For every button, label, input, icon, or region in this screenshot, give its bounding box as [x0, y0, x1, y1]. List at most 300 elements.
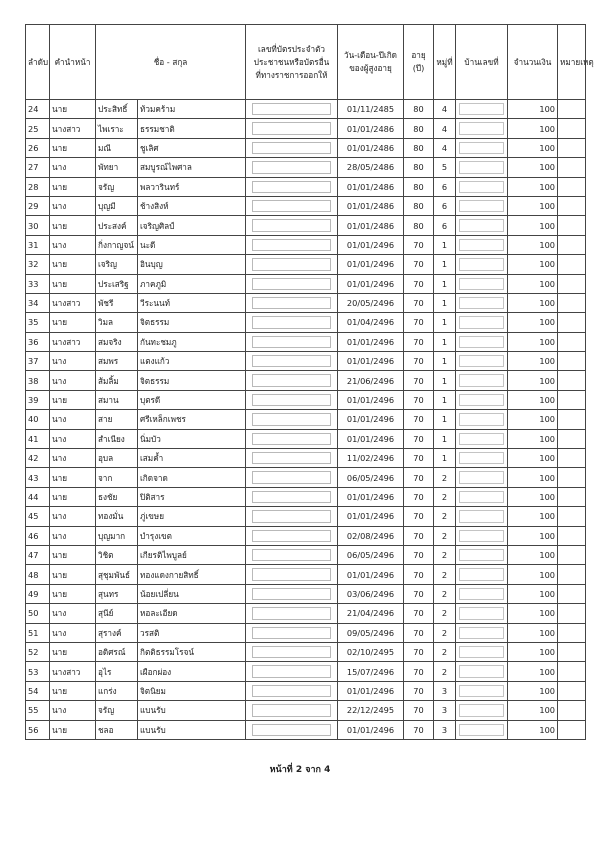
- redacted-box: [459, 394, 504, 406]
- birth-date: 20/05/2496: [338, 293, 404, 312]
- house-no-cell: [456, 642, 508, 661]
- id-card-cell: [246, 701, 338, 720]
- remark-cell: [558, 158, 586, 177]
- birth-date: 11/02/2496: [338, 449, 404, 468]
- redacted-box: [459, 142, 504, 154]
- table-row: [26, 526, 586, 545]
- redacted-box: [459, 239, 504, 251]
- amount: 100: [508, 487, 558, 506]
- village-no: 4: [434, 119, 456, 138]
- id-card-cell: [246, 352, 338, 371]
- village-no: 6: [434, 216, 456, 235]
- age: 70: [404, 352, 434, 371]
- last-name: พลวารินทร์: [138, 177, 246, 196]
- last-name: ปิติสาร: [138, 487, 246, 506]
- redacted-box: [459, 258, 504, 270]
- birth-date: 21/04/2496: [338, 604, 404, 623]
- row-number: 54: [26, 681, 50, 700]
- amount: 100: [508, 332, 558, 351]
- row-number: 36: [26, 332, 50, 351]
- redacted-box: [252, 316, 331, 328]
- table-row: [26, 507, 586, 526]
- name-prefix: นาง: [50, 410, 96, 429]
- row-number: 47: [26, 545, 50, 564]
- age: 70: [404, 526, 434, 545]
- table-row: [26, 681, 586, 700]
- amount: 100: [508, 177, 558, 196]
- house-no-cell: [456, 526, 508, 545]
- last-name: เกียรติไพบูลย์: [138, 545, 246, 564]
- house-no-cell: [456, 584, 508, 603]
- redacted-box: [252, 413, 331, 425]
- row-number: 32: [26, 255, 50, 274]
- redacted-box: [252, 510, 331, 522]
- amount: 100: [508, 720, 558, 739]
- last-name: ช้างสิงห์: [138, 196, 246, 215]
- amount: 100: [508, 352, 558, 371]
- first-name: เจริญ: [96, 255, 138, 274]
- elderly-allowance-table: [25, 24, 594, 740]
- id-card-cell: [246, 100, 338, 119]
- first-name: จาก: [96, 468, 138, 487]
- row-number: 31: [26, 235, 50, 254]
- age: 70: [404, 332, 434, 351]
- amount: 100: [508, 255, 558, 274]
- table-row: [26, 390, 586, 409]
- amount: 100: [508, 662, 558, 681]
- amount: 100: [508, 584, 558, 603]
- age: 70: [404, 681, 434, 700]
- redacted-box: [252, 665, 331, 677]
- first-name: บุญมาก: [96, 526, 138, 545]
- village-no: 4: [434, 138, 456, 157]
- last-name: จิตธรรม: [138, 371, 246, 390]
- birth-date: 01/01/2496: [338, 332, 404, 351]
- birth-date: 01/01/2496: [338, 274, 404, 293]
- birth-date: 06/05/2496: [338, 468, 404, 487]
- remark-cell: [558, 371, 586, 390]
- redacted-box: [252, 491, 331, 503]
- redacted-box: [459, 278, 504, 290]
- row-number: 50: [26, 604, 50, 623]
- name-prefix: นาง: [50, 604, 96, 623]
- table-row: [26, 662, 586, 681]
- last-name: หอละเอียด: [138, 604, 246, 623]
- first-name: ประสงค์: [96, 216, 138, 235]
- name-prefix: นาง: [50, 352, 96, 371]
- header-name: ชื่อ - สกุล: [96, 25, 246, 100]
- last-name: เผือกผ่อง: [138, 662, 246, 681]
- house-no-cell: [456, 138, 508, 157]
- name-prefix: นาย: [50, 642, 96, 661]
- age: 70: [404, 701, 434, 720]
- redacted-box: [252, 549, 331, 561]
- house-no-cell: [456, 196, 508, 215]
- first-name: ประเสริฐ: [96, 274, 138, 293]
- house-no-cell: [456, 235, 508, 254]
- last-name: นะดี: [138, 235, 246, 254]
- first-name: สมพร: [96, 352, 138, 371]
- row-number: 37: [26, 352, 50, 371]
- last-name: ภู่เขษย: [138, 507, 246, 526]
- village-no: 2: [434, 507, 456, 526]
- table-row: [26, 642, 586, 661]
- first-name: ธงชัย: [96, 487, 138, 506]
- first-name: ไพเราะ: [96, 119, 138, 138]
- id-card-cell: [246, 507, 338, 526]
- age: 70: [404, 623, 434, 642]
- age: 70: [404, 662, 434, 681]
- last-name: ธรรมชาติ: [138, 119, 246, 138]
- last-name: บำรุงเขต: [138, 526, 246, 545]
- header-remark: หมายเหตุ: [558, 25, 586, 100]
- first-name: พัทยา: [96, 158, 138, 177]
- redacted-box: [252, 355, 331, 367]
- village-no: 2: [434, 487, 456, 506]
- id-card-cell: [246, 235, 338, 254]
- id-card-cell: [246, 681, 338, 700]
- row-number: 52: [26, 642, 50, 661]
- last-name: อินบุญ: [138, 255, 246, 274]
- header-house-no: บ้านเลขที่: [456, 25, 508, 100]
- first-name: แกร่ง: [96, 681, 138, 700]
- table-row: [26, 313, 586, 332]
- redacted-box: [459, 588, 504, 600]
- village-no: 4: [434, 100, 456, 119]
- remark-cell: [558, 623, 586, 642]
- redacted-box: [459, 568, 504, 580]
- house-no-cell: [456, 119, 508, 138]
- table-row: [26, 100, 586, 119]
- redacted-box: [252, 471, 331, 483]
- table-row: [26, 177, 586, 196]
- village-no: 2: [434, 662, 456, 681]
- redacted-box: [252, 181, 331, 193]
- name-prefix: นาง: [50, 196, 96, 215]
- redacted-box: [459, 452, 504, 464]
- birth-date: 01/01/2496: [338, 255, 404, 274]
- remark-cell: [558, 138, 586, 157]
- village-no: 1: [434, 235, 456, 254]
- age: 70: [404, 371, 434, 390]
- first-name: สุนทร: [96, 584, 138, 603]
- house-no-cell: [456, 681, 508, 700]
- header-age: อายุ (ปี): [404, 25, 434, 100]
- first-name: ชลอ: [96, 720, 138, 739]
- birth-date: 02/08/2496: [338, 526, 404, 545]
- page-number: หน้าที่ 2 จาก 4: [269, 765, 331, 775]
- first-name: สมจริง: [96, 332, 138, 351]
- amount: 100: [508, 410, 558, 429]
- amount: 100: [508, 468, 558, 487]
- table-row: [26, 352, 586, 371]
- redacted-box: [252, 161, 331, 173]
- birth-date: 01/01/2486: [338, 177, 404, 196]
- birth-date: 01/04/2496: [338, 313, 404, 332]
- table-row: [26, 255, 586, 274]
- last-name: แบนรับ: [138, 701, 246, 720]
- house-no-cell: [456, 449, 508, 468]
- amount: 100: [508, 507, 558, 526]
- id-card-cell: [246, 720, 338, 739]
- age: 80: [404, 158, 434, 177]
- remark-cell: [558, 119, 586, 138]
- remark-cell: [558, 390, 586, 409]
- birth-date: 01/01/2496: [338, 487, 404, 506]
- redacted-box: [252, 685, 331, 697]
- name-prefix: นาย: [50, 487, 96, 506]
- name-prefix: นาย: [50, 274, 96, 293]
- name-prefix: นาง: [50, 449, 96, 468]
- remark-cell: [558, 545, 586, 564]
- village-no: 2: [434, 565, 456, 584]
- first-name: ประสิทธิ์: [96, 100, 138, 119]
- row-number: 56: [26, 720, 50, 739]
- birth-date: 01/01/2496: [338, 565, 404, 584]
- house-no-cell: [456, 662, 508, 681]
- redacted-box: [459, 491, 504, 503]
- redacted-box: [459, 685, 504, 697]
- first-name: อุไร: [96, 662, 138, 681]
- age: 80: [404, 138, 434, 157]
- id-card-cell: [246, 526, 338, 545]
- first-name: พัชรี: [96, 293, 138, 312]
- remark-cell: [558, 487, 586, 506]
- village-no: 1: [434, 293, 456, 312]
- age: 70: [404, 293, 434, 312]
- last-name: จิตนิยม: [138, 681, 246, 700]
- village-no: 2: [434, 623, 456, 642]
- birth-date: 01/01/2496: [338, 352, 404, 371]
- table-row: [26, 487, 586, 506]
- remark-cell: [558, 332, 586, 351]
- house-no-cell: [456, 487, 508, 506]
- id-card-cell: [246, 371, 338, 390]
- age: 70: [404, 390, 434, 409]
- row-number: 44: [26, 487, 50, 506]
- village-no: 1: [434, 449, 456, 468]
- header-village: หมู่ที่: [434, 25, 456, 100]
- first-name: บุญมี: [96, 196, 138, 215]
- name-prefix: นางสาว: [50, 332, 96, 351]
- amount: 100: [508, 701, 558, 720]
- first-name: ส้มลิ้ม: [96, 371, 138, 390]
- age: 70: [404, 235, 434, 254]
- amount: 100: [508, 681, 558, 700]
- redacted-box: [252, 530, 331, 542]
- village-no: 3: [434, 701, 456, 720]
- first-name: จรัญ: [96, 701, 138, 720]
- birth-date: 09/05/2496: [338, 623, 404, 642]
- table-row: [26, 293, 586, 312]
- id-card-cell: [246, 584, 338, 603]
- id-card-cell: [246, 623, 338, 642]
- village-no: 1: [434, 371, 456, 390]
- age: 70: [404, 449, 434, 468]
- house-no-cell: [456, 274, 508, 293]
- table-row: [26, 216, 586, 235]
- house-no-cell: [456, 623, 508, 642]
- birth-date: 03/06/2496: [338, 584, 404, 603]
- redacted-box: [459, 704, 504, 716]
- redacted-box: [459, 122, 504, 134]
- village-no: 2: [434, 468, 456, 487]
- last-name: บุตรดี: [138, 390, 246, 409]
- table-row: [26, 371, 586, 390]
- age: 70: [404, 255, 434, 274]
- name-prefix: นาย: [50, 390, 96, 409]
- remark-cell: [558, 177, 586, 196]
- id-card-cell: [246, 429, 338, 448]
- age: 70: [404, 429, 434, 448]
- redacted-box: [252, 374, 331, 386]
- house-no-cell: [456, 293, 508, 312]
- id-card-cell: [246, 138, 338, 157]
- house-no-cell: [456, 410, 508, 429]
- village-no: 6: [434, 177, 456, 196]
- amount: 100: [508, 100, 558, 119]
- remark-cell: [558, 526, 586, 545]
- header-no: ลำดับ: [26, 25, 50, 100]
- first-name: สุรางค์: [96, 623, 138, 642]
- redacted-box: [459, 530, 504, 542]
- birth-date: 01/01/2496: [338, 507, 404, 526]
- house-no-cell: [456, 720, 508, 739]
- redacted-box: [459, 336, 504, 348]
- redacted-box: [459, 355, 504, 367]
- amount: 100: [508, 545, 558, 564]
- row-number: 39: [26, 390, 50, 409]
- redacted-box: [459, 510, 504, 522]
- village-no: 2: [434, 526, 456, 545]
- remark-cell: [558, 429, 586, 448]
- table-row: [26, 584, 586, 603]
- row-number: 41: [26, 429, 50, 448]
- last-name: กิตติธรรมโรจน์: [138, 642, 246, 661]
- house-no-cell: [456, 604, 508, 623]
- last-name: ท้วมคร้าม: [138, 100, 246, 119]
- redacted-box: [252, 336, 331, 348]
- village-no: 1: [434, 390, 456, 409]
- row-number: 34: [26, 293, 50, 312]
- id-card-cell: [246, 662, 338, 681]
- name-prefix: นาง: [50, 526, 96, 545]
- header-prefix: คำนำหน้า: [50, 25, 96, 100]
- redacted-box: [252, 588, 331, 600]
- last-name: ภาคภูมิ: [138, 274, 246, 293]
- birth-date: 01/01/2486: [338, 119, 404, 138]
- name-prefix: นาง: [50, 623, 96, 642]
- amount: 100: [508, 216, 558, 235]
- name-prefix: นาย: [50, 584, 96, 603]
- row-number: 51: [26, 623, 50, 642]
- amount: 100: [508, 604, 558, 623]
- remark-cell: [558, 410, 586, 429]
- age: 80: [404, 100, 434, 119]
- village-no: 1: [434, 274, 456, 293]
- house-no-cell: [456, 468, 508, 487]
- house-no-cell: [456, 216, 508, 235]
- birth-date: 22/12/2495: [338, 701, 404, 720]
- row-number: 49: [26, 584, 50, 603]
- age: 70: [404, 274, 434, 293]
- row-number: 30: [26, 216, 50, 235]
- redacted-box: [252, 433, 331, 445]
- redacted-box: [459, 200, 504, 212]
- name-prefix: นาย: [50, 138, 96, 157]
- table-row: [26, 429, 586, 448]
- name-prefix: นาย: [50, 681, 96, 700]
- row-number: 27: [26, 158, 50, 177]
- birth-date: 01/01/2496: [338, 390, 404, 409]
- amount: 100: [508, 293, 558, 312]
- amount: 100: [508, 429, 558, 448]
- redacted-box: [252, 103, 331, 115]
- age: 70: [404, 468, 434, 487]
- first-name: สมาน: [96, 390, 138, 409]
- birth-date: 01/01/2496: [338, 681, 404, 700]
- first-name: สุชุมพันธ์: [96, 565, 138, 584]
- id-card-cell: [246, 274, 338, 293]
- first-name: มณี: [96, 138, 138, 157]
- redacted-box: [459, 316, 504, 328]
- house-no-cell: [456, 429, 508, 448]
- redacted-box: [459, 374, 504, 386]
- table-body: [26, 100, 586, 740]
- birth-date: 06/05/2496: [338, 545, 404, 564]
- name-prefix: นาย: [50, 545, 96, 564]
- table-row: [26, 701, 586, 720]
- redacted-box: [459, 549, 504, 561]
- name-prefix: นาย: [50, 720, 96, 739]
- last-name: สมบูรณ์ไพศาล: [138, 158, 246, 177]
- last-name: เสมค้ำ: [138, 449, 246, 468]
- last-name: น้อยเปลี่ยน: [138, 584, 246, 603]
- house-no-cell: [456, 352, 508, 371]
- id-card-cell: [246, 216, 338, 235]
- age: 80: [404, 119, 434, 138]
- redacted-box: [252, 724, 331, 736]
- remark-cell: [558, 642, 586, 661]
- table-row: [26, 565, 586, 584]
- redacted-box: [459, 607, 504, 619]
- village-no: 2: [434, 545, 456, 564]
- village-no: 2: [434, 642, 456, 661]
- remark-cell: [558, 720, 586, 739]
- row-number: 53: [26, 662, 50, 681]
- last-name: จิตธรรม: [138, 313, 246, 332]
- table-row: [26, 274, 586, 293]
- id-card-cell: [246, 604, 338, 623]
- remark-cell: [558, 255, 586, 274]
- redacted-box: [459, 433, 504, 445]
- last-name: แตงแก้ว: [138, 352, 246, 371]
- id-card-cell: [246, 332, 338, 351]
- redacted-box: [252, 239, 331, 251]
- birth-date: 15/07/2496: [338, 662, 404, 681]
- name-prefix: นางสาว: [50, 119, 96, 138]
- age: 70: [404, 410, 434, 429]
- table-row: [26, 545, 586, 564]
- village-no: 1: [434, 332, 456, 351]
- house-no-cell: [456, 507, 508, 526]
- last-name: เจริญศิลป์: [138, 216, 246, 235]
- table-row: [26, 449, 586, 468]
- age: 70: [404, 545, 434, 564]
- redacted-box: [459, 627, 504, 639]
- table-header-row: [26, 25, 586, 100]
- village-no: 1: [434, 255, 456, 274]
